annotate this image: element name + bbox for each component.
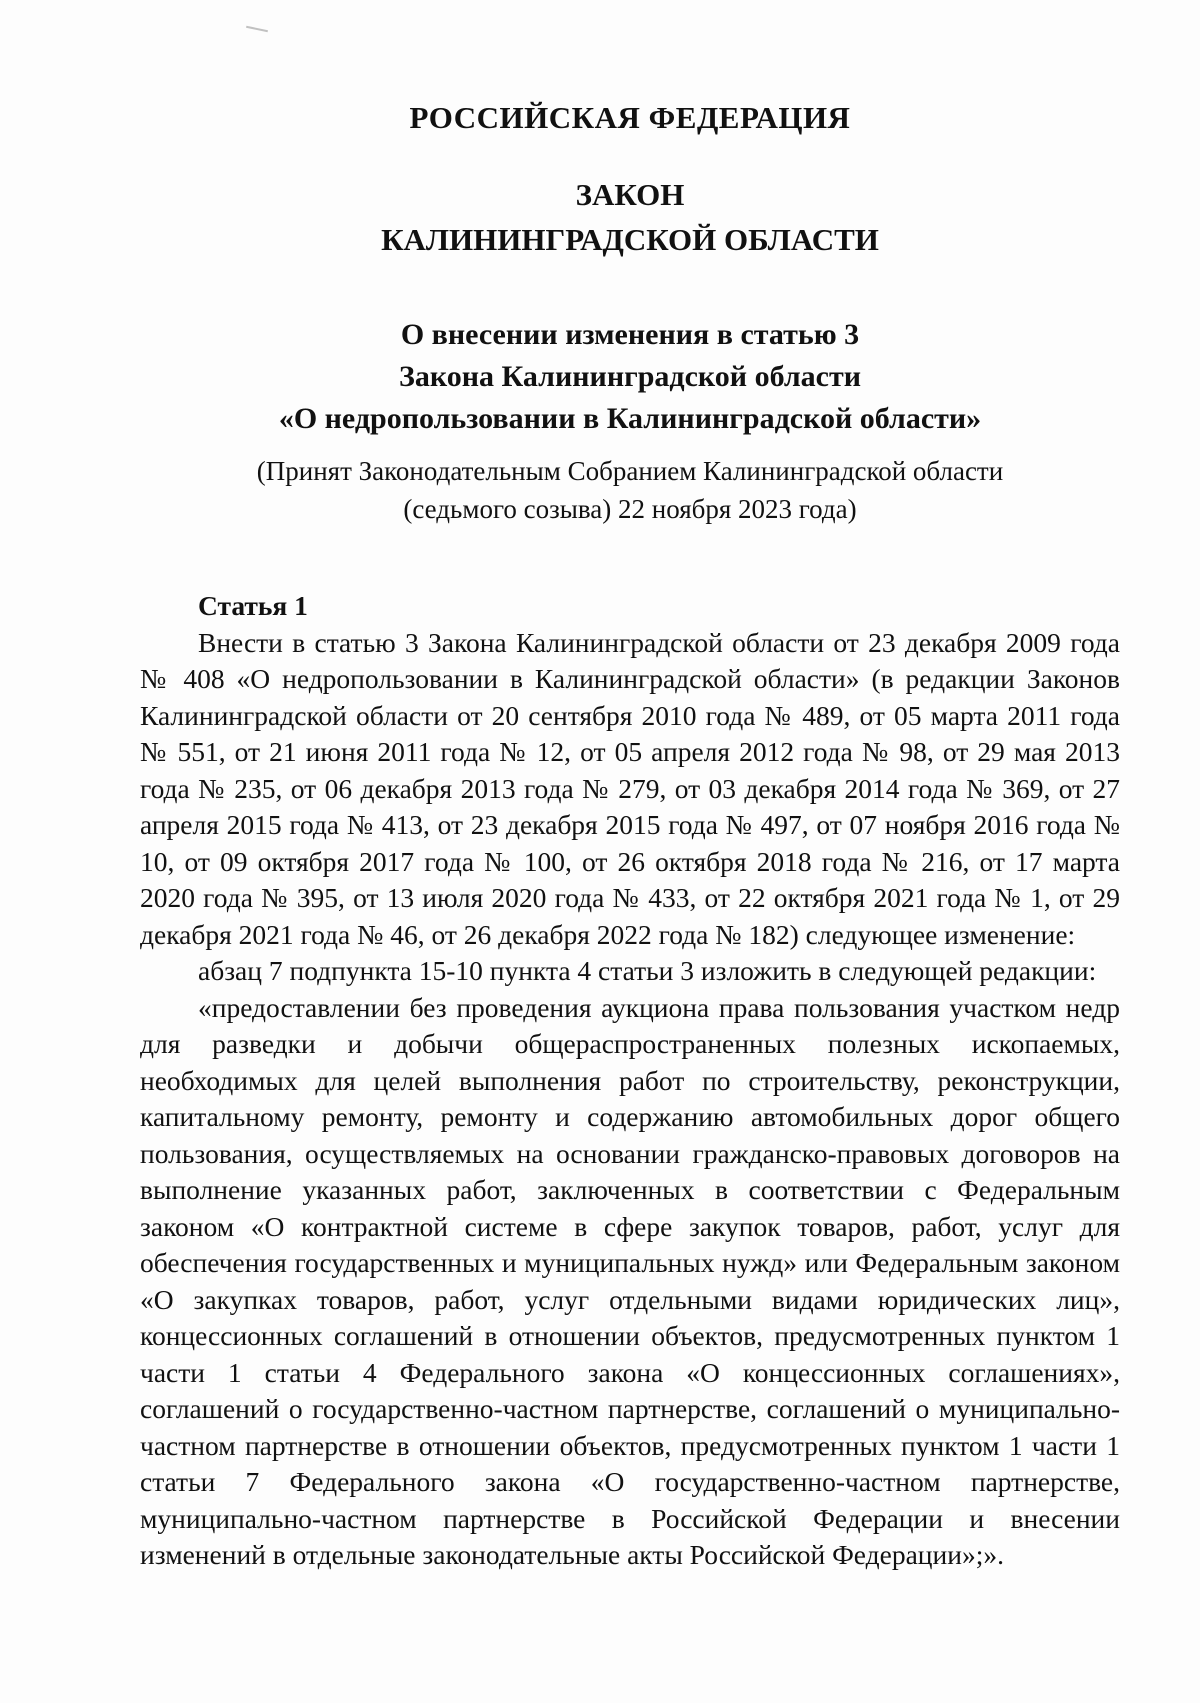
federation-heading: РОССИЙСКАЯ ФЕДЕРАЦИЯ	[409, 100, 851, 135]
law-title	[150, 314, 1110, 440]
article-paragraph-3: «предоставлении без проведения аукциона права пользования участком недр для разведки и добычи общераспространенных полезных ископаемых, необходимых для целей выполнения работ по строительству, реконструкции, капитальному ремонту, ремонту и содержанию автомобильных дорог общего пользования, осуществляемых на основании гражданско-правовых договоров на выполнение указанных работ, заключенных в соответствии с Федеральным законом «О контрактной системе в сфере закупок товаров, работ, услуг для обеспечения государственных и муниципальных нужд» или Федеральным законом «О закупках товаров, работ, услуг отдельными видами юридических лиц», концессионных соглашений в отношении объектов, предусмотренных пунктом 1 части 1 статьи 4 Федерального закона «О концессионных соглашениях», соглашений о государственно-частном партнерстве, соглашений о муниципально-частном партнерстве в отношении объектов, предусмотренных пунктом 1 части 1 статьи 7 Федерального закона «О государственно-частном партнерстве, муниципально-частном партнерстве в Российской Федерации и внесении изменений в отдельные законодательные акты Российской Федерации»;».	[140, 991, 1120, 1570]
law-title-line1: О внесении изменения в статью 3	[400, 318, 860, 351]
adoption-note	[150, 452, 1110, 528]
article-paragraph-2: абзац 7 подпункта 15-10 пункта 4 статьи 3 изложить в следующей редакции:	[198, 955, 1097, 986]
adoption-note-line2: (седьмого созыва) 22 ноября 2023 года)	[403, 494, 857, 524]
article-paragraph-1: Внести в статью 3 Закона Калининградской области от 23 декабря 2009 года № 408 «О недропользовании в Калининградской области» (в редакции Законов Калининградской области от 20 сентября 2010 года № 489, от 05 марта 2011 года № 551, от 21 июня 2011 года № 12, от 05 апреля 2012 года № 98, от 29 мая 2013 года № 235, от 06 декабря 2013 года № 279, от 03 декабря 2014 года № 369, от 27 апреля 2015 года № 413, от 23 декабря 2015 года № 497, от 07 ноября 2016 года № 10, от 09 октября 2017 года № 100, от 26 октября 2018 года № 216, от 17 марта 2020 года № 395, от 13 июля 2020 года № 433, от 22 октября 2021 года № 1, от 29 декабря 2021 года № 46, от 26 декабря 2022 года № 182) следующее изменение:	[140, 626, 1120, 950]
region-name: КАЛИНИНГРАДСКОЙ ОБЛАСТИ	[381, 222, 879, 257]
scan-artifact-mark	[246, 26, 268, 33]
article-heading: Статья 1	[198, 590, 308, 621]
law-title-line3: «О недропользовании в Калининградской области»	[278, 402, 982, 435]
law-heading	[150, 172, 1110, 262]
law-title-line2: Закона Калининградской области	[399, 360, 861, 393]
law-word: ЗАКОН	[575, 177, 685, 212]
article-1	[140, 588, 1120, 1574]
adoption-note-line1: (Принят Законодательным Собранием Калининградской области	[256, 456, 1004, 486]
